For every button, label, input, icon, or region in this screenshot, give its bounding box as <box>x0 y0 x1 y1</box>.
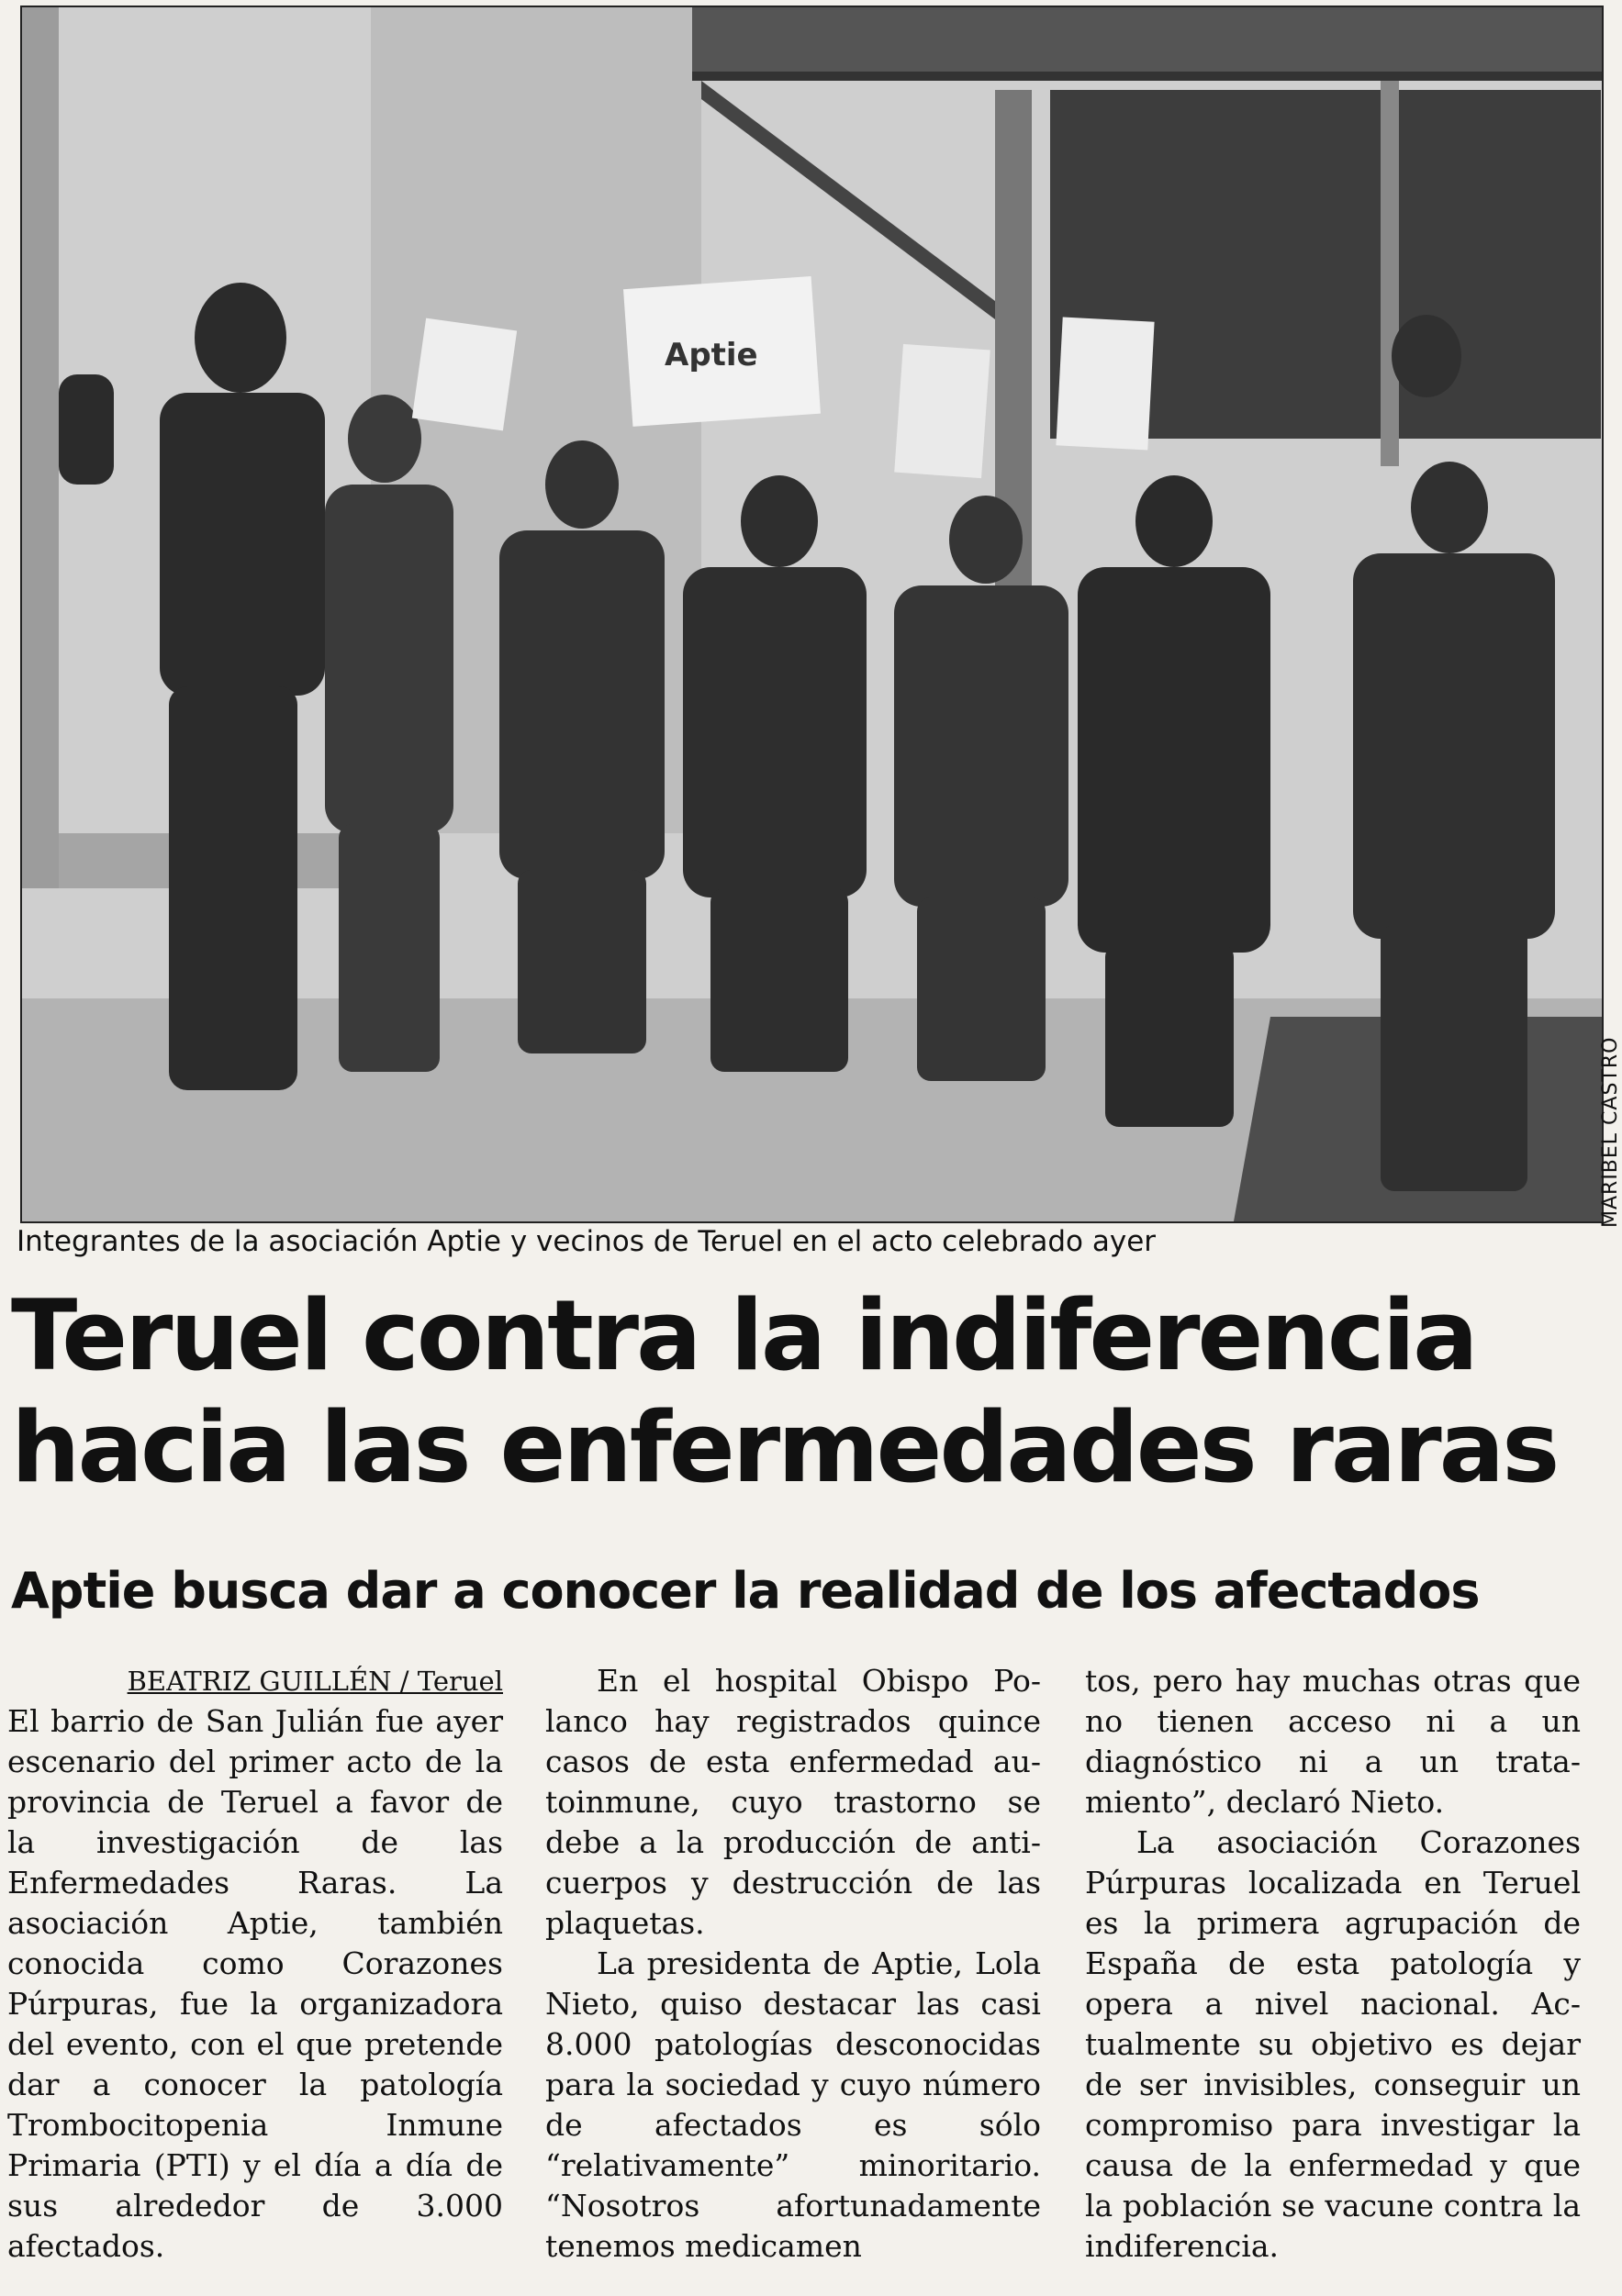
headline <box>11 1280 1599 1504</box>
photo-caption: Integrantes de la asociación Aptie y vecinos de Teruel en el acto celebrado ayer <box>17 1225 1157 1258</box>
paragraph: En el hospital Obispo Polanco hay registrados quince casos de esta enfermedad autoinmune, cuyo trastorno se debe a la producción de anticuerpos y destrucción de las plaquetas. <box>545 1663 1041 1941</box>
news-photo <box>20 6 1604 1223</box>
photo-credit-text: MARIBEL CASTRO <box>1599 1036 1622 1228</box>
paragraph: La presidenta de Aptie, Lola Nieto, quiso destacar las casi 8.000 patologías desconocidas para la sociedad y cuyo número de afectados es sólo “relativamente” minoritario. “Nosotros afortunadamente tenemos medicamen <box>545 1945 1041 2264</box>
article-column-2 <box>545 1661 1041 2267</box>
article-column-1 <box>7 1661 503 2267</box>
photo-credit <box>1599 1036 1622 1237</box>
paragraph: El barrio de San Julián fue ayer escenario del primer acto de la provincia de Teruel a favor de la investigación de las Enfermedades Raras. La asociación Aptie, también conocida como Corazones Púrpuras, fue la organizadora del evento, con el que pretende dar a conocer la patología Trombocitopenia Inmune Primaria (PTI) y el día a día de sus alrededor de 3.000 afectados. <box>7 1703 503 2264</box>
headline-line-2: hacia las enfermedades raras <box>11 1391 1558 1504</box>
paragraph: tos, pero hay muchas otras que no tienen acceso ni a un diagnóstico ni a un tratamiento”, declaró Nieto. <box>1085 1663 1581 1820</box>
headline-line-1: Teruel contra la indiferencia <box>11 1279 1476 1392</box>
placard-text: Aptie <box>665 337 758 373</box>
byline: BEATRIZ GUILLÉN / Teruel <box>127 1666 503 1697</box>
article-column-3 <box>1085 1661 1581 2267</box>
paragraph: La asociación Corazones Púrpuras localizada en Teruel es la primera agrupación de España de esta patología y opera a nivel nacional. Actualmente su objetivo es dejar de ser invisibles, conseguir un compromiso para investigar la causa de la enfermedad y que la población se vacune contra la indiferencia. <box>1085 1824 1581 2264</box>
photo-illustration <box>22 7 1602 1221</box>
subheadline: Aptie busca dar a conocer la realidad de los afectados <box>11 1562 1480 1620</box>
